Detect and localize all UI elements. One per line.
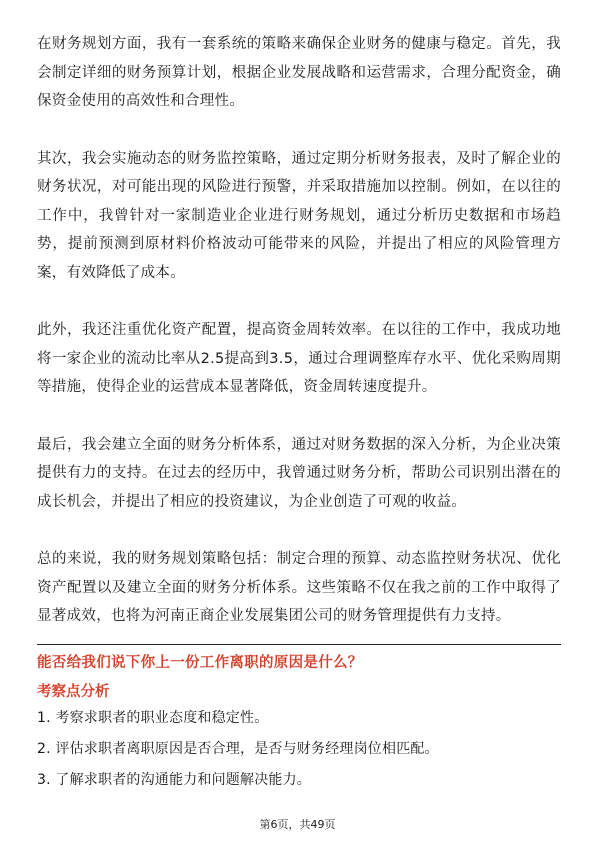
answer-body — [37, 30, 561, 660]
page-number: 第6页，共49页 — [259, 818, 336, 831]
paragraph-monitoring: 其次，我会实施动态的财务监控策略，通过定期分析财务报表，及时了解企业的财务状况，对可能出现的风险进行预警，并采取措施加以控制。例如，在以往的工作中，我曾针对一家制造业企业进行财务规划，通过分析历史数据和市场趋势，提前预测到原材料价格波动可能带来的风险，并提出了相应的风险管理方案，有效降低了成本。 — [37, 150, 561, 281]
analysis-point: 1. 考察求职者的职业态度和稳定性。 — [37, 710, 269, 726]
paragraph-budget: 在财务规划方面，我有一套系统的策略来确保企业财务的健康与稳定。首先，我会制定详细的财务预算计划，根据企业发展战略和运营需求，合理分配资金，确保资金使用的高效性和合理性。 — [37, 36, 561, 109]
paragraph-analysis-system: 最后，我会建立全面的财务分析体系，通过对财务数据的深入分析，为企业决策提供有力的支持。在过去的经历中，我曾通过财务分析，帮助公司识别出潜在的成长机会，并提出了相应的投资建议，为企业创造了可观的收益。 — [37, 436, 561, 510]
analysis-point: 3. 了解求职者的沟通能力和问题解决能力。 — [37, 772, 312, 788]
analysis-point: 2. 评估求职者离职原因是否合理，是否与财务经理岗位相匹配。 — [37, 741, 439, 757]
section-divider — [37, 644, 561, 645]
analysis-heading: 考察点分析 — [37, 684, 110, 700]
paragraph-summary: 总的来说，我的财务规划策略包括：制定合理的预算、动态监控财务状况、优化资产配置以及建立全面的财务分析体系。这些策略不仅在我之前的工作中取得了显著成效，也将为河南正商企业发展集团公司的财务管理提供有力支持。 — [37, 551, 561, 624]
paragraph-asset-allocation: 此外，我还注重优化资产配置，提高资金周转效率。在以往的工作中，我成功地将一家企业的流动比率从2.5提高到3.5，通过合理调整库存水平、优化采购周期等措施，使得企业的运营成本显著降低，资金周转速度提升。 — [37, 322, 561, 395]
analysis-points — [37, 706, 561, 799]
interview-question: 能否给我们说下你上一份工作离职的原因是什么？ — [37, 655, 363, 671]
